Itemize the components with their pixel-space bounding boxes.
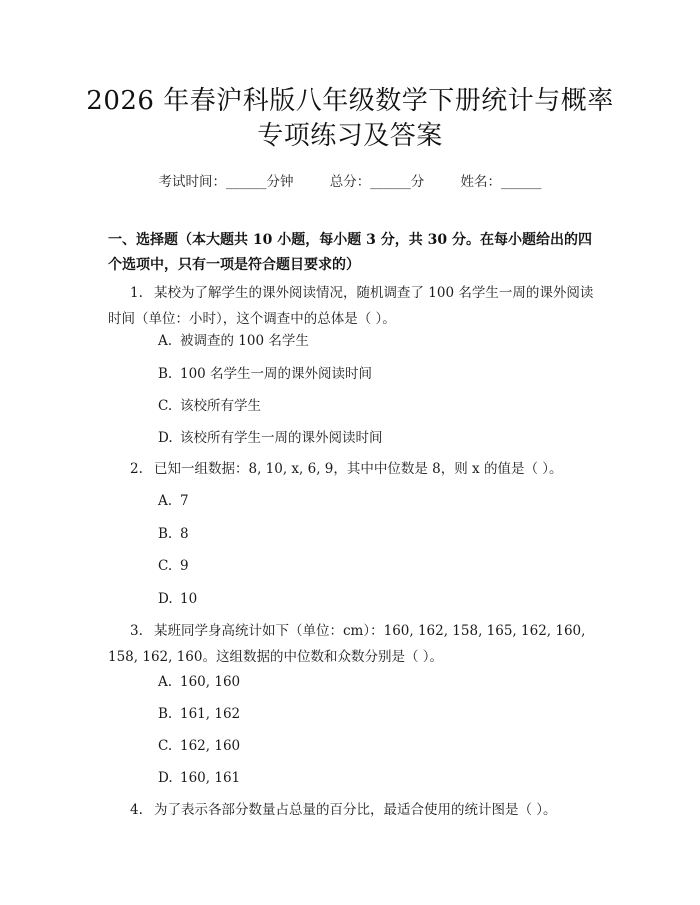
option-1d: [158, 428, 383, 448]
option-3b: [158, 704, 240, 724]
document-title-line1: 2026 年春沪科版八年级数学下册统计与概率: [86, 86, 614, 116]
exam-time: 考试时间：______分钟: [158, 174, 294, 190]
total-score: 总分：______分: [329, 174, 425, 190]
option-label: D.: [158, 591, 173, 607]
option-text: 9: [180, 558, 189, 574]
option-text: 162, 160: [180, 738, 241, 754]
option-1a: [158, 331, 309, 351]
question-number: 3.: [130, 623, 143, 639]
option-text: 7: [180, 493, 189, 509]
option-label: A.: [158, 493, 173, 509]
question-2: [108, 456, 598, 482]
option-1b: [158, 364, 372, 384]
question-text: 某班同学身高统计如下（单位：cm）：160, 162, 158, 165, 162, 160, 158, 162, 160。这组数据的中位数和众数分别是（ ）。: [108, 623, 586, 665]
option-label: C.: [158, 738, 173, 754]
question-text: 某校为了解学生的课外阅读情况，随机调查了 100 名学生一周的课外阅读时间（单位：小时），这个调查中的总体是（ ）。: [108, 285, 594, 327]
option-text: 10: [180, 591, 198, 607]
option-label: B.: [158, 706, 173, 722]
question-1: [108, 280, 598, 332]
option-3c: [158, 736, 240, 756]
option-text: 160, 160: [180, 674, 241, 690]
option-label: A.: [158, 674, 173, 690]
option-label: C.: [158, 398, 173, 414]
question-number: 1.: [130, 285, 143, 301]
option-text: 160, 161: [180, 770, 241, 786]
option-text: 161, 162: [180, 706, 241, 722]
question-3: [108, 618, 598, 670]
option-2b: [158, 524, 189, 544]
question-4: [108, 797, 598, 823]
section-heading: 一、选择题（本大题共 10 小题，每小题 3 分，共 30 分。在每小题给出的四个选项中，只有一项是符合题目要求的）: [108, 232, 592, 273]
option-label: A.: [158, 333, 173, 349]
option-text: 该校所有学生: [180, 398, 261, 414]
document-title-line2: 专项练习及答案: [257, 121, 443, 151]
option-text: 8: [180, 526, 189, 542]
option-label: B.: [158, 526, 173, 542]
option-2d: [158, 589, 197, 609]
question-number: 4.: [130, 802, 143, 818]
option-text: 被调查的 100 名学生: [180, 333, 309, 349]
question-text: 已知一组数据：8, 10, x, 6, 9，其中中位数是 8，则 x 的值是（ ）。: [154, 461, 563, 477]
student-name: 姓名：______: [460, 174, 542, 190]
question-number: 2.: [130, 461, 143, 477]
option-1c: [158, 396, 261, 416]
option-2c: [158, 556, 189, 576]
option-3a: [158, 672, 240, 692]
question-text: 为了表示各部分数量占总量的百分比，最适合使用的统计图是（ ）。: [154, 802, 557, 818]
option-label: D.: [158, 430, 173, 446]
option-text: 该校所有学生一周的课外阅读时间: [180, 430, 383, 446]
option-text: 100 名学生一周的课外阅读时间: [180, 366, 373, 382]
option-2a: [158, 491, 189, 511]
option-3d: [158, 768, 240, 788]
option-label: C.: [158, 558, 173, 574]
option-label: B.: [158, 366, 173, 382]
option-label: D.: [158, 770, 173, 786]
exam-meta: [0, 170, 700, 190]
